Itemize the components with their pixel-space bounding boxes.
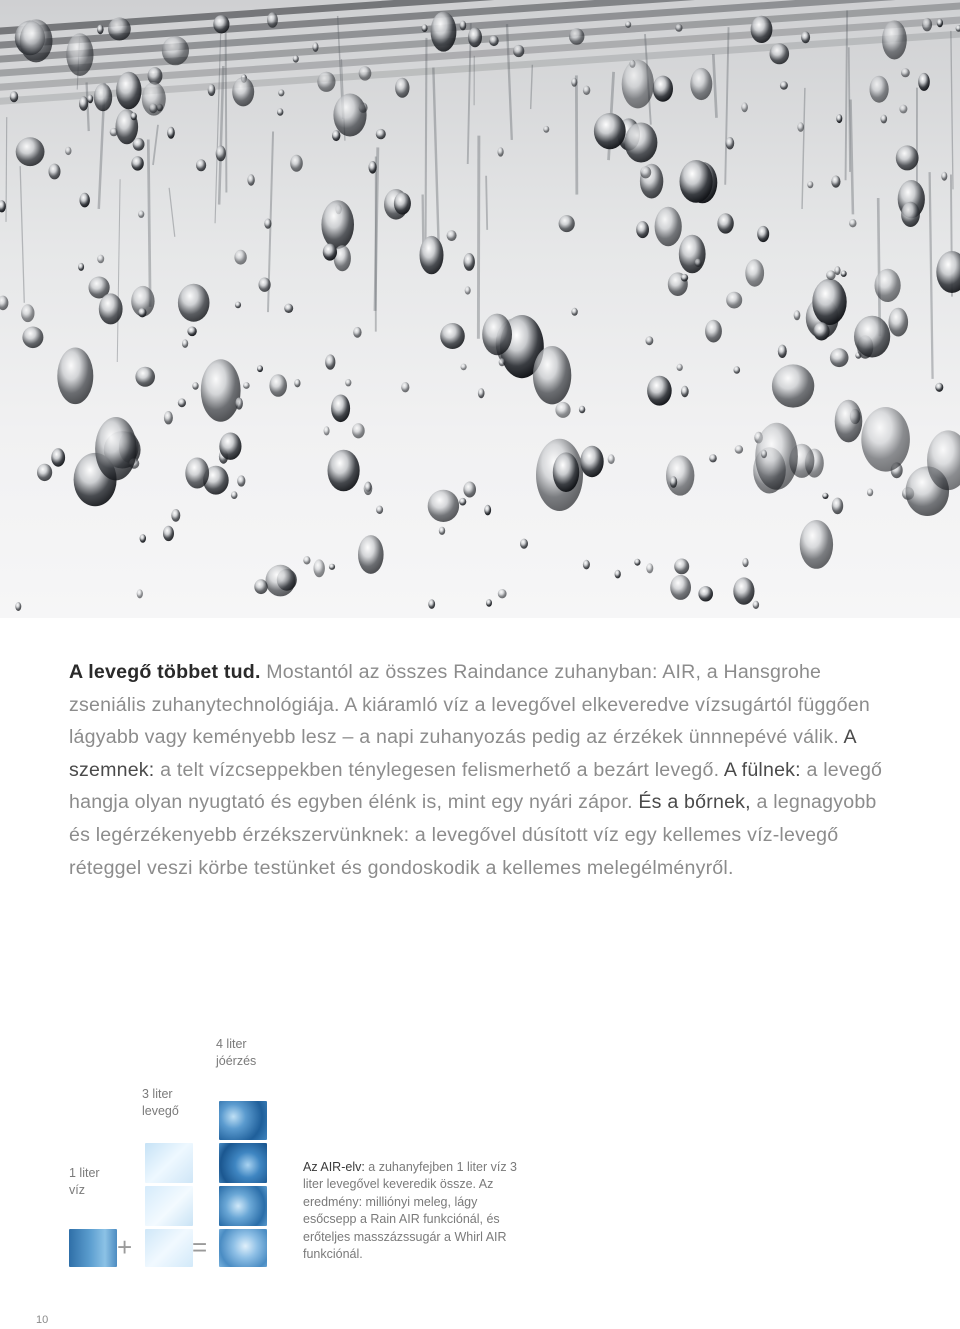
- result-label: 4 liter jóérzés: [216, 1037, 257, 1068]
- intro-text-3: a levegő hangja olyan nyugtató és egyben élénk is, mint egy nyári zápor.: [69, 758, 883, 814]
- intro-skin-label: És a bőrnek,: [638, 791, 751, 814]
- intro-ear-label: A fülnek:: [723, 758, 801, 781]
- equals-sign: =: [192, 1232, 208, 1262]
- result-tile-3: [219, 1186, 267, 1226]
- intro-lead: A levegő többet tud.: [69, 661, 261, 683]
- intro-paragraph: [69, 656, 899, 884]
- intro-text-1: Mostantól az összes Raindance zuhanyban: AIR, a Hansgrohe zseniális zuhanytechnológiája. A kiáramló víz a levegővel elkeveredve vízsugártól függően lágyabb vagy keményebb lesz – a napi zuhanyozás pedig az érzékek ünnnepévé válik.: [69, 661, 870, 749]
- air-tile-1: [145, 1143, 193, 1183]
- intro-text-2: a telt vízcseppekben ténylegesen felismerhető a bezárt levegő.: [154, 758, 724, 781]
- water-label: 1 liter víz: [69, 1166, 100, 1197]
- intro-text-4: a legnagyobb és legérzékenyebb érzékszervünknek: a levegővel dúsított víz egy kellemes víz-levegő réteggel veszi körbe testünket és gondoskodik a kellemes melegélményről.: [69, 791, 877, 879]
- water-tile: [69, 1229, 117, 1267]
- plus-sign: +: [117, 1232, 133, 1262]
- water-droplets-icon: [0, 0, 960, 618]
- result-tile-2: [219, 1143, 267, 1183]
- air-tile-3: [145, 1229, 193, 1267]
- air-label: 3 liter levegő: [142, 1087, 179, 1118]
- page-number: 10: [36, 1314, 49, 1326]
- result-tile-4: [219, 1229, 267, 1267]
- air-tile-2: [145, 1186, 193, 1226]
- water-droplets-photo: [0, 0, 960, 618]
- intro-eye-label: A szemnek:: [69, 726, 856, 781]
- result-tile-1: [219, 1101, 267, 1140]
- air-principle-caption: [303, 1159, 533, 1263]
- caption-text: a zuhanyfejben 1 liter víz 3 liter levegővel keveredik össze. Az eredmény: milliónyi meleg, lágy esőcsepp a Rain AIR funkciónál, és erőteljes masszázssugár a Whirl AIR funkciónál.: [303, 1160, 518, 1262]
- caption-heading: Az AIR-elv:: [303, 1160, 365, 1174]
